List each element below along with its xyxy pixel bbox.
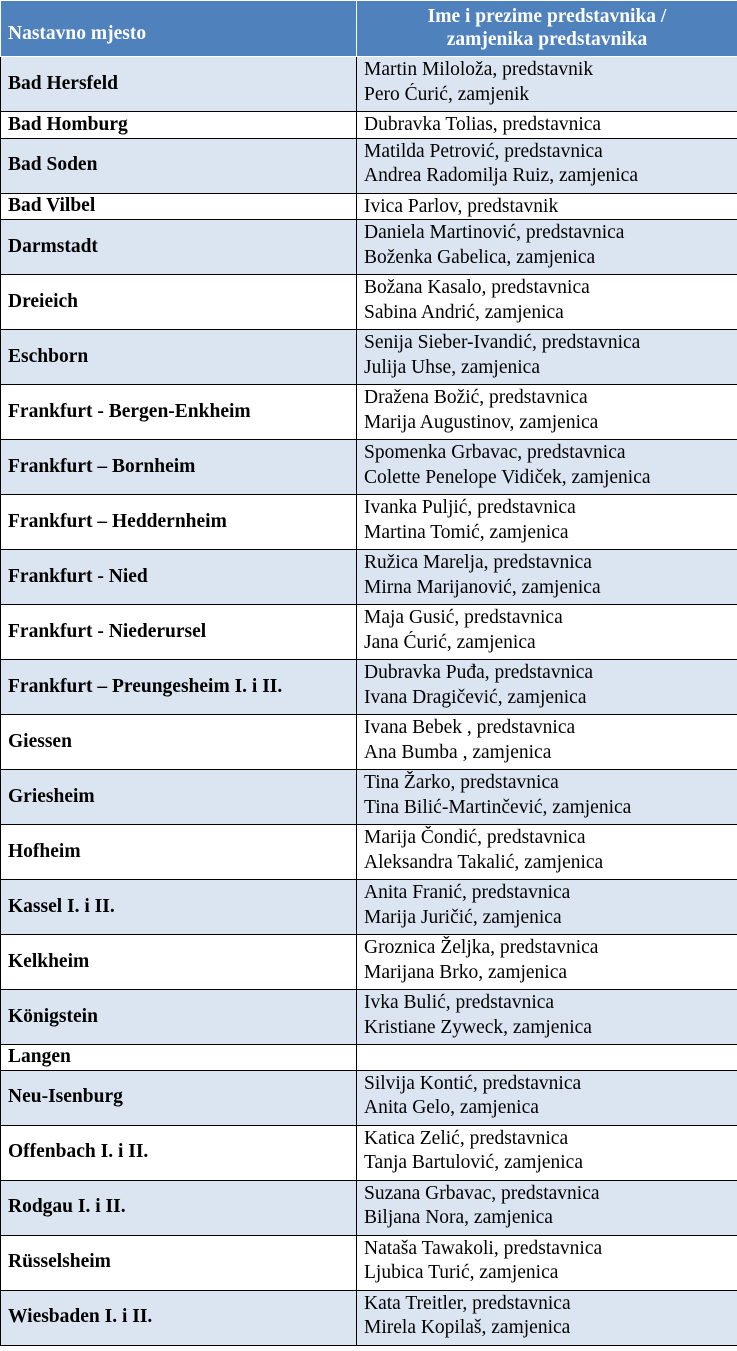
representative-name: Maja Gusić, predstavnica xyxy=(364,607,563,628)
deputy-name: Jana Ćurić, zamjenica xyxy=(364,631,536,653)
location-cell: Frankfurt – Preungesheim I. i II. xyxy=(1,660,357,715)
location-cell: Wiesbaden I. i II. xyxy=(1,1290,357,1345)
representatives-cell xyxy=(357,1125,737,1180)
representatives-cell xyxy=(357,825,737,880)
table-row xyxy=(1,112,737,139)
location-cell: Hofheim xyxy=(1,825,357,880)
representative-name: Marija Čondić, predstavnica xyxy=(364,827,586,848)
table-row xyxy=(1,57,737,112)
header-representative xyxy=(357,1,737,57)
representatives-cell xyxy=(357,935,737,990)
location-cell: Bad Hersfeld xyxy=(1,57,357,112)
representative-name: Ružica Marelja, predstavnica xyxy=(364,552,592,573)
deputy-name: Andrea Radomilja Ruiz, zamjenica xyxy=(364,165,638,186)
table-row xyxy=(1,715,737,770)
table-row xyxy=(1,1235,737,1290)
table-row xyxy=(1,1180,737,1235)
deputy-name: Marija Augustinov, zamjenica xyxy=(364,411,599,433)
representative-name: Tina Žarko, predstavnica xyxy=(364,772,559,793)
representatives-cell xyxy=(357,330,737,385)
representative-name: Senija Sieber-Ivandić, predstavnica xyxy=(364,332,641,353)
representative-name: Dubravka Puđa, predstavnica xyxy=(364,662,594,683)
representatives-cell xyxy=(357,715,737,770)
deputy-name: Ljubica Turić, zamjenica xyxy=(364,1262,559,1283)
representatives-cell xyxy=(357,1290,737,1345)
location-cell: Darmstadt xyxy=(1,220,357,275)
header-representative-line-2: zamjenika predstavnika xyxy=(446,29,648,50)
table-row xyxy=(1,990,737,1045)
representative-name: Ivica Parlov, predstavnik xyxy=(364,195,559,217)
location-cell: Dreieich xyxy=(1,275,357,330)
table-row xyxy=(1,138,737,193)
location-cell: Kelkheim xyxy=(1,935,357,990)
deputy-name: Anita Gelo, zamjenica xyxy=(364,1097,539,1118)
deputy-name: Aleksandra Takalić, zamjenica xyxy=(364,851,604,873)
deputy-name: Julija Uhse, zamjenica xyxy=(364,356,540,378)
location-cell: Frankfurt - Niederursel xyxy=(1,605,357,660)
deputy-name: Martina Tomić, zamjenica xyxy=(364,521,569,543)
deputy-name: Ivana Dragičević, zamjenica xyxy=(364,686,587,708)
representatives-cell xyxy=(357,660,737,715)
header-representative-line-1: Ime i prezime predstavnika / xyxy=(427,6,667,27)
table-row xyxy=(1,1070,737,1125)
location-cell: Griesheim xyxy=(1,770,357,825)
location-cell: Bad Homburg xyxy=(1,112,357,139)
representative-name: Groznica Željka, predstavnica xyxy=(364,937,599,958)
representatives-cell xyxy=(357,770,737,825)
representative-name: Suzana Grbavac, predstavnica xyxy=(364,1182,600,1204)
representatives-cell xyxy=(357,193,737,220)
representatives-cell xyxy=(357,495,737,550)
table-row xyxy=(1,330,737,385)
table-row xyxy=(1,193,737,220)
location-cell: Bad Vilbel xyxy=(1,193,357,220)
representative-name: Dražena Božić, predstavnica xyxy=(364,387,588,408)
deputy-name: Marijana Brko, zamjenica xyxy=(364,961,568,983)
representative-name: Katica Zelić, predstavnica xyxy=(364,1127,569,1149)
table-row xyxy=(1,440,737,495)
table-row xyxy=(1,275,737,330)
deputy-name: Ana Bumba , zamjenica xyxy=(364,741,552,763)
table-body xyxy=(1,57,737,1346)
representatives-cell xyxy=(357,57,737,112)
table-row xyxy=(1,935,737,990)
location-cell: Kassel I. i II. xyxy=(1,880,357,935)
table-row xyxy=(1,605,737,660)
representative-name: Spomenka Grbavac, predstavnica xyxy=(364,442,626,463)
representatives-cell xyxy=(357,990,737,1045)
location-cell: Königstein xyxy=(1,990,357,1045)
deputy-name: Tina Bilić-Martinčević, zamjenica xyxy=(364,796,632,818)
deputy-name: Pero Ćurić, zamjenik xyxy=(364,83,530,105)
table-row xyxy=(1,220,737,275)
location-cell: Frankfurt – Heddernheim xyxy=(1,495,357,550)
representatives-cell xyxy=(357,1045,737,1071)
deputy-name: Marija Juričić, zamjenica xyxy=(364,906,562,928)
representatives-cell xyxy=(357,550,737,605)
deputy-name: Kristiane Zyweck, zamjenica xyxy=(364,1016,592,1038)
table-row xyxy=(1,660,737,715)
location-cell: Frankfurt - Bergen-Enkheim xyxy=(1,385,357,440)
representatives-cell xyxy=(357,112,737,139)
representatives-cell xyxy=(357,138,737,193)
representative-name: Božana Kasalo, predstavnica xyxy=(364,277,590,298)
representatives-cell xyxy=(357,1235,737,1290)
deputy-name: Mirela Kopilaš, zamjenica xyxy=(364,1317,571,1338)
representatives-cell xyxy=(357,605,737,660)
representatives-cell xyxy=(357,220,737,275)
table-row xyxy=(1,385,737,440)
representatives-cell xyxy=(357,275,737,330)
table-row xyxy=(1,550,737,605)
table-row xyxy=(1,1125,737,1180)
representative-name: Nataša Tawakoli, predstavnica xyxy=(364,1237,603,1259)
location-cell: Rodgau I. i II. xyxy=(1,1180,357,1235)
deputy-name: Mirna Marijanović, zamjenica xyxy=(364,576,601,598)
table-row xyxy=(1,1045,737,1071)
representatives-cell xyxy=(357,880,737,935)
table-row xyxy=(1,880,737,935)
representatives-cell xyxy=(357,1070,737,1125)
representatives-cell xyxy=(357,385,737,440)
representative-name: Kata Treitler, predstavnica xyxy=(364,1292,571,1314)
representative-name: Anita Franić, predstavnica xyxy=(364,882,571,903)
representative-name: Ivana Bebek , predstavnica xyxy=(364,717,576,738)
representative-name: Daniela Martinović, predstavnica xyxy=(364,222,625,243)
location-cell: Neu-Isenburg xyxy=(1,1070,357,1125)
representative-name: Matilda Petrović, predstavnica xyxy=(364,140,603,162)
header-location: Nastavno mjesto xyxy=(1,1,357,57)
location-cell: Rüsselsheim xyxy=(1,1235,357,1290)
location-cell: Offenbach I. i II. xyxy=(1,1125,357,1180)
deputy-name: Boženka Gabelica, zamjenica xyxy=(364,246,596,268)
representative-name: Dubravka Tolias, predstavnica xyxy=(364,114,602,135)
representative-name: Silvija Kontić, predstavnica xyxy=(364,1072,582,1094)
location-cell: Giessen xyxy=(1,715,357,770)
table-row xyxy=(1,770,737,825)
location-cell: Langen xyxy=(1,1045,357,1071)
table-header-row xyxy=(1,1,737,57)
deputy-name: Biljana Nora, zamjenica xyxy=(364,1207,553,1228)
representative-name: Martin Miloloža, predstavnik xyxy=(364,59,594,80)
table-row xyxy=(1,1290,737,1345)
deputy-name: Tanja Bartulović, zamjenica xyxy=(364,1152,583,1173)
location-cell: Frankfurt - Nied xyxy=(1,550,357,605)
representatives-cell xyxy=(357,1180,737,1235)
representative-name: Ivanka Puljić, predstavnica xyxy=(364,497,576,518)
table-row xyxy=(1,825,737,880)
location-cell: Frankfurt – Bornheim xyxy=(1,440,357,495)
location-cell: Eschborn xyxy=(1,330,357,385)
deputy-name: Sabina Andrić, zamjenica xyxy=(364,301,564,323)
table-row xyxy=(1,495,737,550)
representatives-cell xyxy=(357,440,737,495)
representative-name: Ivka Bulić, predstavnica xyxy=(364,992,555,1013)
deputy-name: Colette Penelope Vidiček, zamjenica xyxy=(364,466,651,488)
location-cell: Bad Soden xyxy=(1,138,357,193)
